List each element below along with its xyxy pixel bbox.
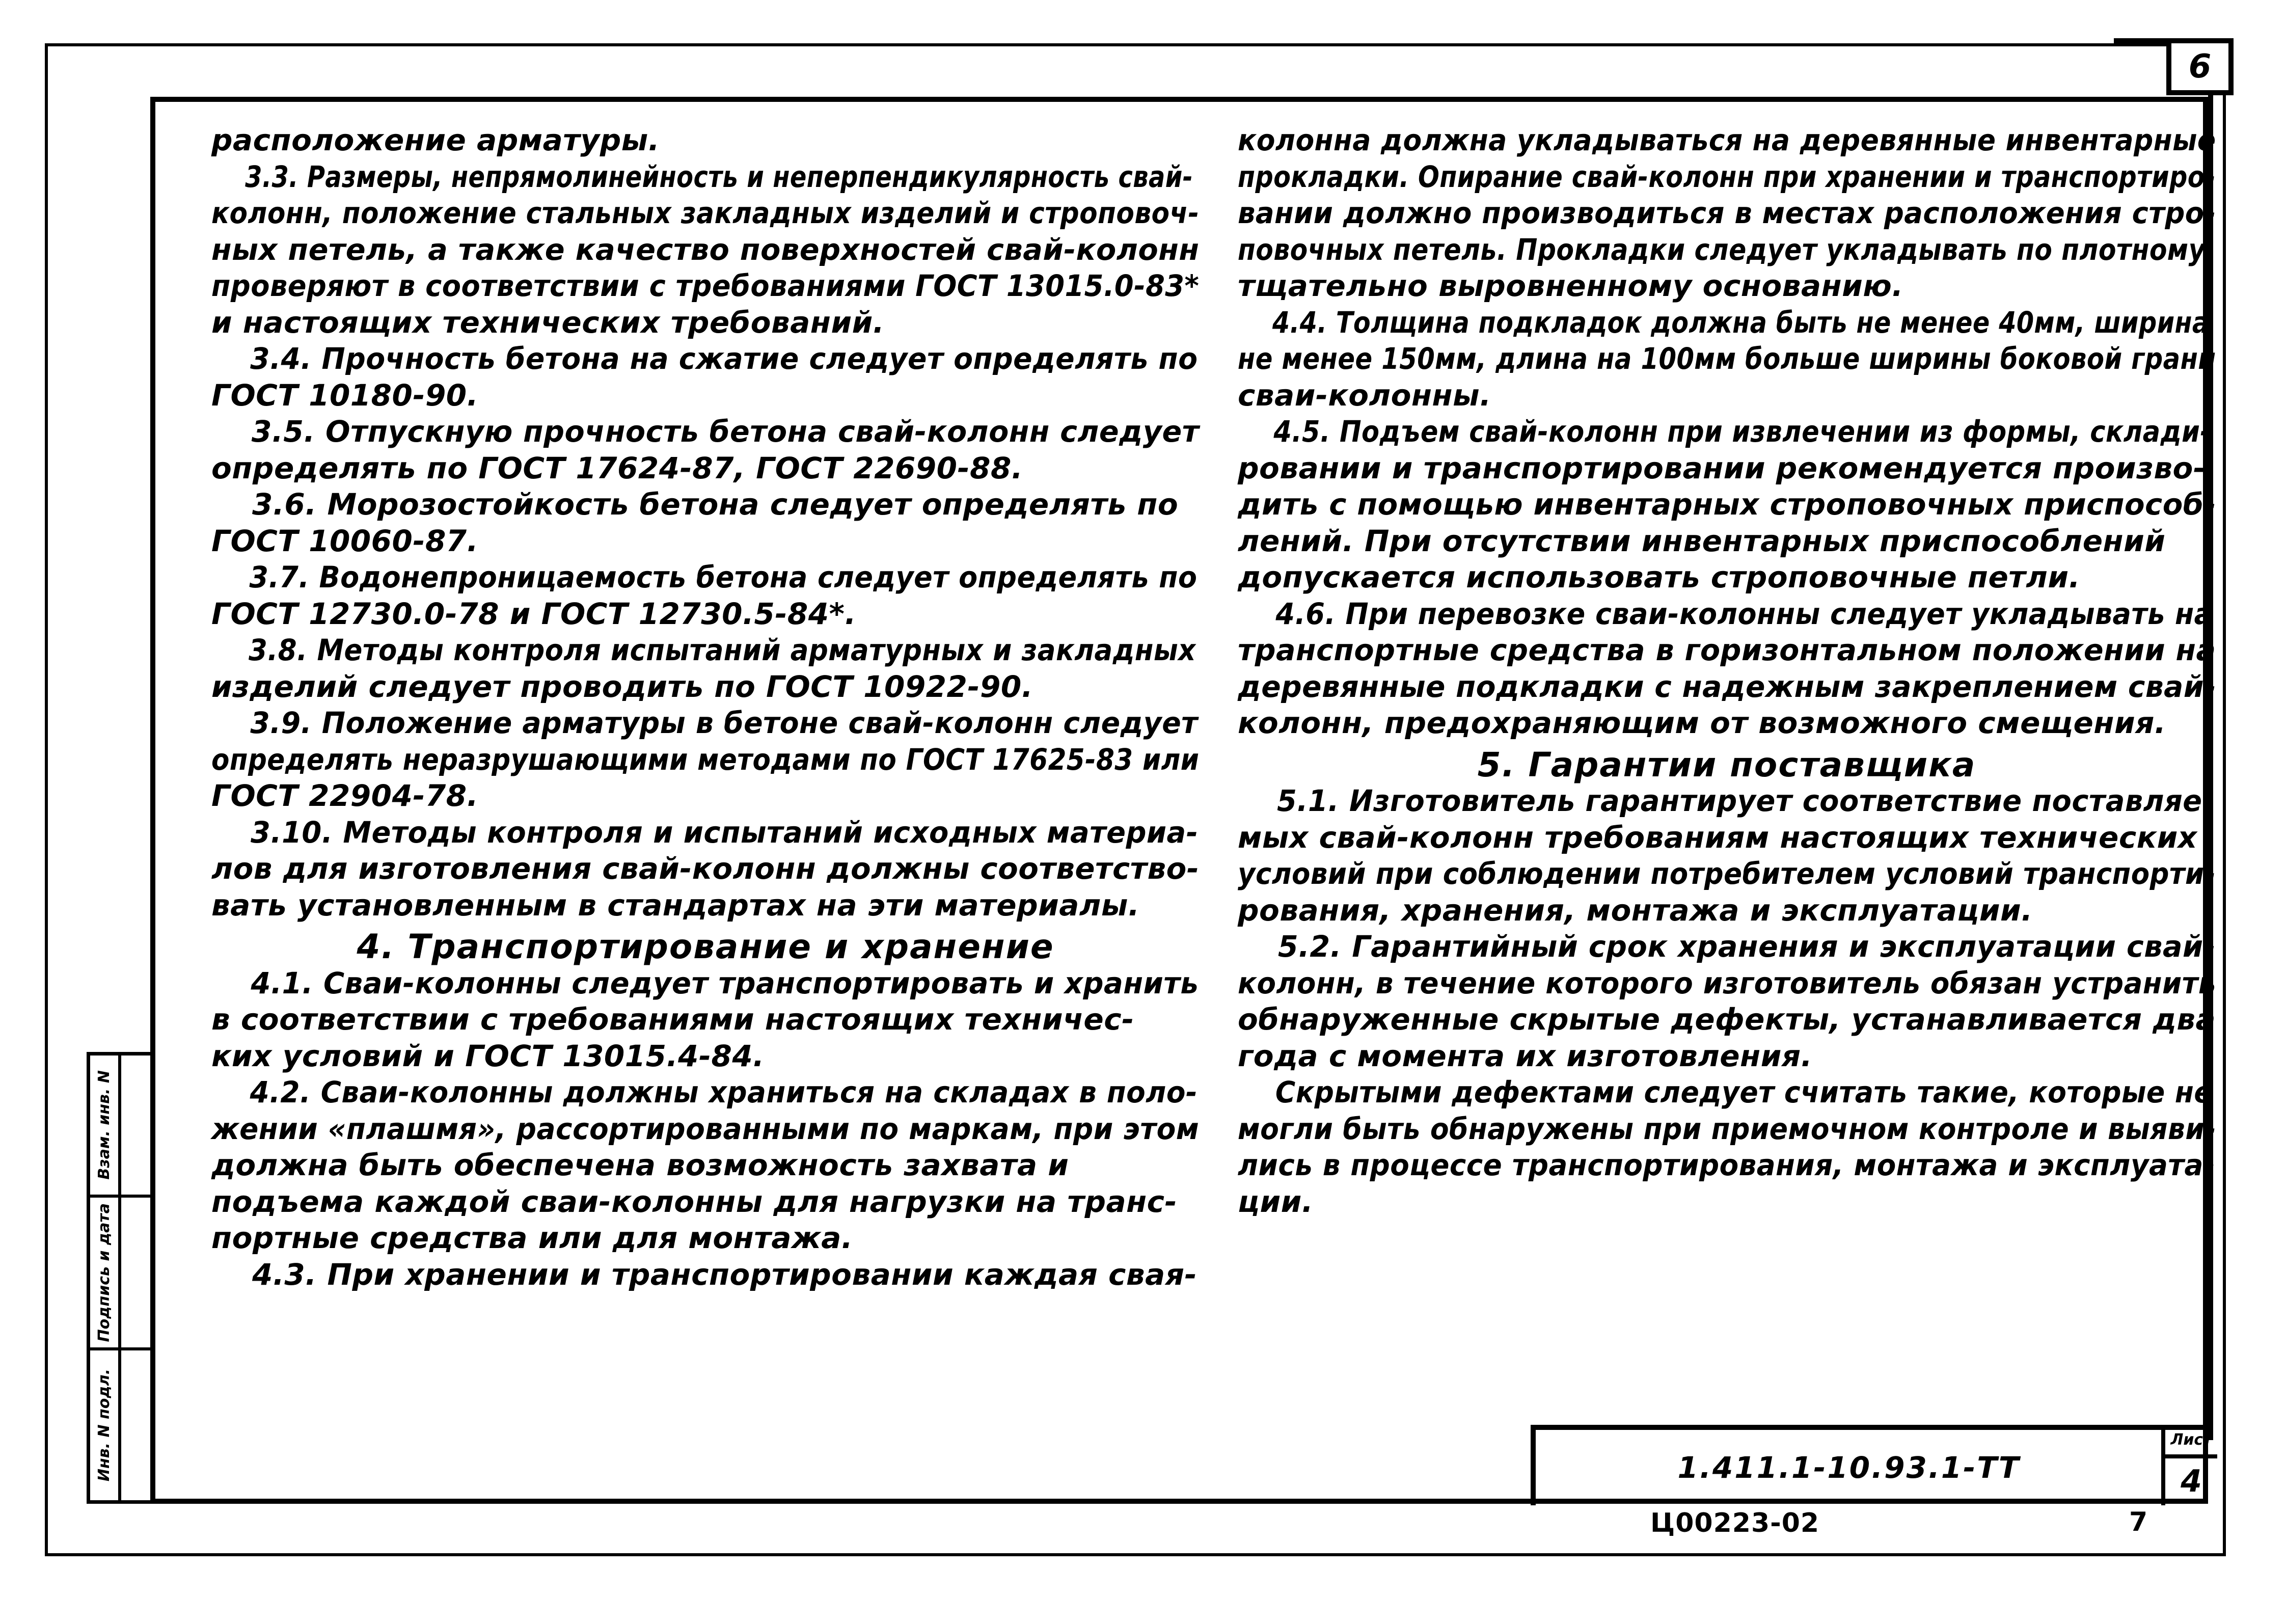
sheet-cell <box>2161 1425 2217 1505</box>
text-line: тщательно выровненному основанию. <box>1238 268 1903 303</box>
text-line: 3.6. Морозостойкость бетона следует определять по <box>252 487 1179 522</box>
text-line: условий при соблюдении потребителем условий транспорти- <box>1238 856 2216 891</box>
text-line: Скрытыми дефектами следует считать такие, которые не <box>1275 1075 2213 1109</box>
text-line: ких условий и ГОСТ 13015.4-84. <box>211 1038 765 1073</box>
section-heading: 4. Транспортирование и хранение <box>357 927 1054 966</box>
text-line: ровании и транспортировании рекомендуется произво- <box>1238 450 2206 485</box>
text-line: 3.8. Методы контроля испытаний арматурных и закладных <box>248 633 1196 667</box>
text-line: 3.9. Положение арматуры в бетоне свай-колонн следует <box>250 706 1198 740</box>
approval-stamp-column <box>87 1052 153 1504</box>
text-line: лений. При отсутствии инвентарных приспособлений <box>1238 523 2166 558</box>
text-line: 5.2. Гарантийный срок хранения и эксплуатации свай- <box>1277 929 2216 964</box>
text-line: в соответствии с требованиями настоящих техничес- <box>211 1002 1134 1037</box>
text-line: ГОСТ 22904-78. <box>211 778 479 813</box>
archive-sequence: 7 <box>2129 1507 2148 1537</box>
text-line: проверяют в соответствии с требованиями ГОСТ 13015.0-83* <box>211 268 1200 303</box>
stamp-value-field <box>121 1350 153 1500</box>
text-line: транспортные средства в горизонтальном положении на <box>1238 633 2216 667</box>
stamp-inventory-number <box>90 1347 153 1500</box>
stamp-value-field <box>121 1198 153 1347</box>
title-block <box>1531 1425 2213 1505</box>
text-line: 3.4. Прочность бетона на сжатие следует определять по <box>250 341 1198 376</box>
stamp-replacement-inventory <box>90 1055 153 1195</box>
stamp-value-field <box>121 1055 153 1195</box>
text-line: 4.2. Сваи-колонны должны храниться на складах в поло- <box>250 1075 1198 1109</box>
text-line: 4.3. При хранении и транспортировании каждая свая- <box>252 1257 1198 1292</box>
text-line: и настоящих технических требований. <box>211 305 885 340</box>
text-line: жении «плашмя», рассортированными по маркам, при этом <box>211 1111 1200 1146</box>
sheet-number: 4 <box>2181 1464 2202 1499</box>
text-line: ГОСТ 10060-87. <box>211 523 479 558</box>
stamp-label: Подпись и дата <box>95 1203 113 1342</box>
text-line: вать установленным в стандартах на эти материалы. <box>211 887 1140 923</box>
text-line: не менее 150мм, длина на 100мм больше ширины боковой грани <box>1238 341 2216 376</box>
text-line: прокладки. Опирание свай-колонн при хранении и транспортиро- <box>1238 159 2216 194</box>
text-line: 3.3. Размеры, непрямолинейность и неперпендикулярность свай- <box>245 159 1193 194</box>
text-line: ции. <box>1238 1184 1314 1219</box>
archive-number: Ц00223-02 <box>1650 1508 1820 1538</box>
text-line: допускается использовать строповочные петли. <box>1238 560 2081 594</box>
text-line: 4.6. При перевозке сваи-колонны следует укладывать на <box>1275 596 2213 631</box>
text-line: могли быть обнаружены при приемочном контроле и выяви- <box>1238 1111 2216 1146</box>
document-code: 1.411.1-10.93.1-ТТ <box>1677 1450 2021 1485</box>
text-line: сваи-колонны. <box>1238 377 1491 413</box>
text-line: подъема каждой сваи-колонны для нагрузки на транс- <box>211 1184 1178 1219</box>
text-line: 3.10. Методы контроля и испытаний исходных материа- <box>251 815 1199 850</box>
text-line: 5.1. Изготовитель гарантирует соответствие поставляе- <box>1276 783 2215 818</box>
text-line: ГОСТ 12730.0-78 и ГОСТ 12730.5-84*. <box>211 596 856 631</box>
stamp-label: Инв. N подл. <box>95 1369 113 1482</box>
text-line: 4.4. Толщина подкладок должна быть не менее 40мм, ширина <box>1272 305 2210 340</box>
text-line: колонна должна укладываться на деревянные инвентарные <box>1238 123 2216 157</box>
text-line: колонн, положение стальных закладных изделий и строповоч- <box>211 196 1200 230</box>
page-box-rule <box>2114 38 2170 43</box>
page-number-box <box>2166 38 2234 95</box>
text-line: рования, хранения, монтажа и эксплуатации. <box>1238 892 2033 928</box>
text-line: колонн, предохраняющим от возможного смещения. <box>1238 706 2166 740</box>
text-line: 3.7. Водонепроницаемость бетона следует определять по <box>249 560 1198 594</box>
text-line: должна быть обеспечена возможность захвата и <box>211 1148 1069 1182</box>
text-line: мых свай-колонн требованиям настоящих технических <box>1238 820 2197 855</box>
text-line: портные средства или для монтажа. <box>211 1221 853 1255</box>
text-line: деревянные подкладки с надежным закреплением свай- <box>1238 669 2216 704</box>
text-line: расположение арматуры. <box>211 123 660 157</box>
text-line: колонн, в течение которого изготовитель обязан устранить <box>1238 965 2216 1000</box>
text-line: 4.1. Сваи-колонны следует транспортировать и хранить <box>251 965 1199 1000</box>
text-line: 4.5. Подъем свай-колонн при извлечении из формы, склади- <box>1273 414 2211 449</box>
text-line: вании должно производиться в местах расположения стро- <box>1238 196 2216 230</box>
text-line: дить с помощью инвентарных строповочных приспособ- <box>1238 487 2216 522</box>
stamp-label: Взам. инв. N <box>95 1070 113 1180</box>
text-line: определять неразрушающими методами по ГОСТ 17625-83 или <box>211 742 1200 777</box>
text-line: лов для изготовления свай-колонн должны соответство- <box>211 851 1200 886</box>
stamp-signature-date <box>90 1195 153 1347</box>
text-line: обнаруженные скрытые дефекты, устанавливается два <box>1238 1002 2216 1037</box>
left-text-column <box>211 122 1200 1293</box>
text-line: изделий следует проводить по ГОСТ 10922-90. <box>211 669 1033 704</box>
section-heading: 5. Гарантии поставщика <box>1477 745 1976 784</box>
right-text-column <box>1238 122 2216 1220</box>
text-line: ГОСТ 10180-90. <box>211 377 479 413</box>
text-line: лись в процессе транспортирования, монтажа и эксплуата- <box>1238 1148 2216 1182</box>
sheet-label: Лист <box>2165 1425 2217 1458</box>
text-line: ных петель, а также качество поверхностей свай-колонн <box>211 232 1200 267</box>
text-line: года с момента их изготовления. <box>1238 1038 1813 1073</box>
text-line: повочных петель. Прокладки следует укладывать по плотному, <box>1238 232 2216 267</box>
page-number: 6 <box>2188 48 2212 86</box>
text-line: 3.5. Отпускную прочность бетона свай-колонн следует <box>251 414 1200 449</box>
text-line: определять по ГОСТ 17624-87, ГОСТ 22690-88. <box>211 450 1023 485</box>
